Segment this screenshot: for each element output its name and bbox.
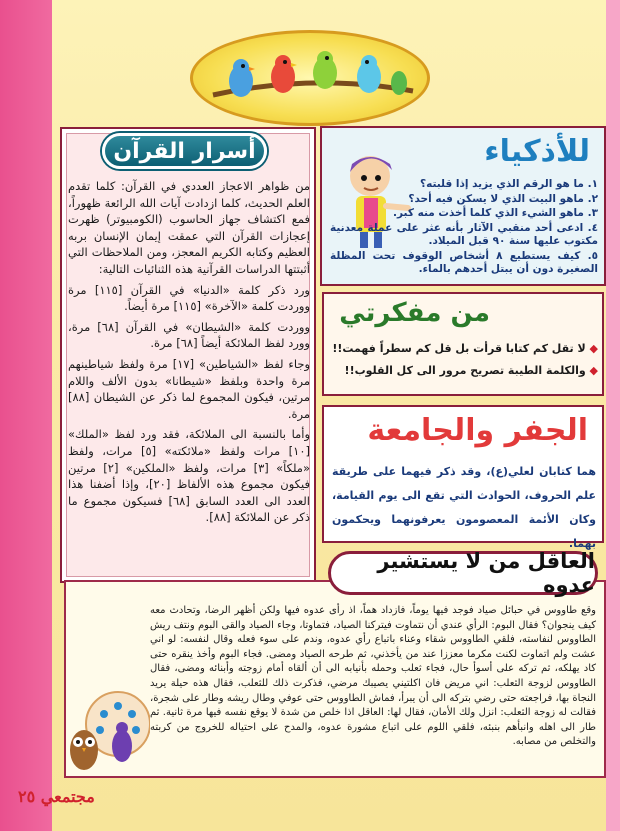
smart-question: ٤. ادعى أحد منقبي الآثار بأنه عثر على عملة معدنية مكتوب عليها سنة ٩٠ قبل الميلاد. — [330, 221, 598, 247]
quran-paragraph: وأما بالنسبة الى الملائكة، فقد ورد لفظ «الملك» [١٠] مرات ولفظ «ملائكته» [٥] مرات، ولفظ «ملكاً» [٣] مرات، ولفظ «الملكين» [٢] مرتين فيكون مجموع هذه الألفاظ [٢٠]، وإذا أضفنا هذا العدد الى العدد السابق [٦٨] فسيكون مجموع ما ذكر عن الملائكة [٨٨]. — [68, 427, 310, 525]
right-decorative-strip — [606, 0, 620, 831]
jafr-body: هما كتابان لعلي(ع)، وقد ذكر فيهما على طريقة علم الحروف، الحوادث التي تقع الى يوم القيامة، وكان الأئمة المعصومون يعرفونهما ويحكمون بهما. — [332, 465, 596, 550]
smart-title: للأذكياء — [484, 134, 590, 169]
peacock-owl-illustration — [66, 684, 150, 780]
smart-question: ٢. ماهو البيت الذي لا يسكن فيه أحد؟ — [408, 192, 598, 205]
notes-item: ◆ والكلمة الطيبة تصريح مرور الى كل القلوب!! — [330, 362, 598, 380]
birds-banner — [190, 30, 430, 126]
quran-title: أسرار القرآن — [102, 133, 267, 169]
wise-body: وقع طاووس في حبائل صياد فوجد فيها يوماً، فازداد هماً، اذ رأى عدوه فيها ولكن أظهر الرضا، وتحادث معه كيف ينجوان؟ فقال البوم: الرأي عندي أن نتماوت فيتركنا الصياد، فتماوتا، وجاء الصياد والقى البوم ونتف ريش الطاووس لنفاسته، فلقي الطاووس شقاء وعناء باتباع رأي عدوه، وندم على سوء فعله وقال لنفسه: لو اني عشت ولم اتماوت لكنت مكرما معززا عند من يأخذني، ثم طرحه الصياد ومضى. فجاء البوم وأخذ ينقره حتى كاد يهلكه، ثم تركه على أسوأ حال، فجاء ثعلب وحمله بأنيابه الى أن ألقاه أمام زوجته وأبنائه ومضى، فقال الطاووس لزوجة الثعلب: اني مريض فان اكلتيني يصيبك مرضي، فذكرت ذلك للثعلب، فقال هذه حيلة يريد النجاة بها، فراجعته حتى رضي بتركه الى أن يبرأ، فماش الطاووس حتى عوفي وطال ريشه وطار على شجرة، فقالت له زوجة الثعلب: انزل ولك الأمان، فقال لها: العاقل اذا خلص من شدة لا يوقع نفسه فيها مرة ثانية. ثم طار الى اهله وانبأهم بنبئه، فلقي اللوم على اتباع مشورة عدوه، والمدح على احتياله للخروج من كربته والتخلص من مصابه. — [150, 605, 596, 748]
smart-question: ١. ما هو الرقم الذي يزيد إذا قلبته؟ — [420, 178, 598, 190]
smart-question: ٣. ماهو الشيء الذي كلما أخذت منه كبر. — [393, 207, 598, 219]
notes-list — [330, 340, 598, 384]
wise-title: العاقل من لا يستشير عدوه — [328, 551, 598, 595]
notes-item: ◆ لا تقل كم كتابا قرأت بل قل كم سطراً فهمت!! — [330, 340, 598, 358]
left-decorative-strip — [0, 0, 52, 831]
quran-paragraph: ورد ذكر كلمة «الدنيا» في القرآن [١١٥] مرة ووردت كلمة «الآخرة» [١١٥] مرة أيضاً. — [68, 282, 310, 314]
smart-questions — [330, 178, 598, 278]
page-number: مجتمعي ٢٥ — [18, 787, 95, 806]
quran-paragraph: وجاء لفظ «الشياطين» [١٧] مرة ولفظ شياطينهم مرة واحدة وبلفظ «شيطانا» بدون الألف واللام مرتين، فيكون المجموع لما ذكر عن الشيطان [٨٨] مرة. — [68, 356, 310, 421]
quran-paragraph: من ظواهر الاعجاز العددي في القرآن: كلما تقدم العلم الحديث، كلما ازدادت آيات الله الرائعة ظهوراً، فمع اكتشاف جهاز الحاسوب (الكومبيوتر) ظهرت إعجازات القرآن التي عمقت إيمان الإنسان بربه العظيم وكتابه الكريم المعجز، ومن الملاحظات التي أثبتتها الدراسات القرآنية هذه الثنائيات التالية: — [68, 179, 310, 276]
quran-paragraph: ووردت كلمة «الشيطان» في القرآن [٦٨] مرة، وورد لفظ الملائكة أيضاً [٦٨] مرة. — [68, 319, 311, 351]
notes-title: من مفكرتي — [339, 298, 490, 328]
jafr-title: الجفر والجامعة — [367, 413, 588, 448]
birds-illustration — [193, 33, 433, 129]
quran-body — [68, 178, 310, 530]
smart-question: ٥. كيف يستطيع ٨ أشخاص الوقوف تحت المظلة الصغيرة دون أن يبتل أحدهم بالماء. — [330, 249, 598, 275]
